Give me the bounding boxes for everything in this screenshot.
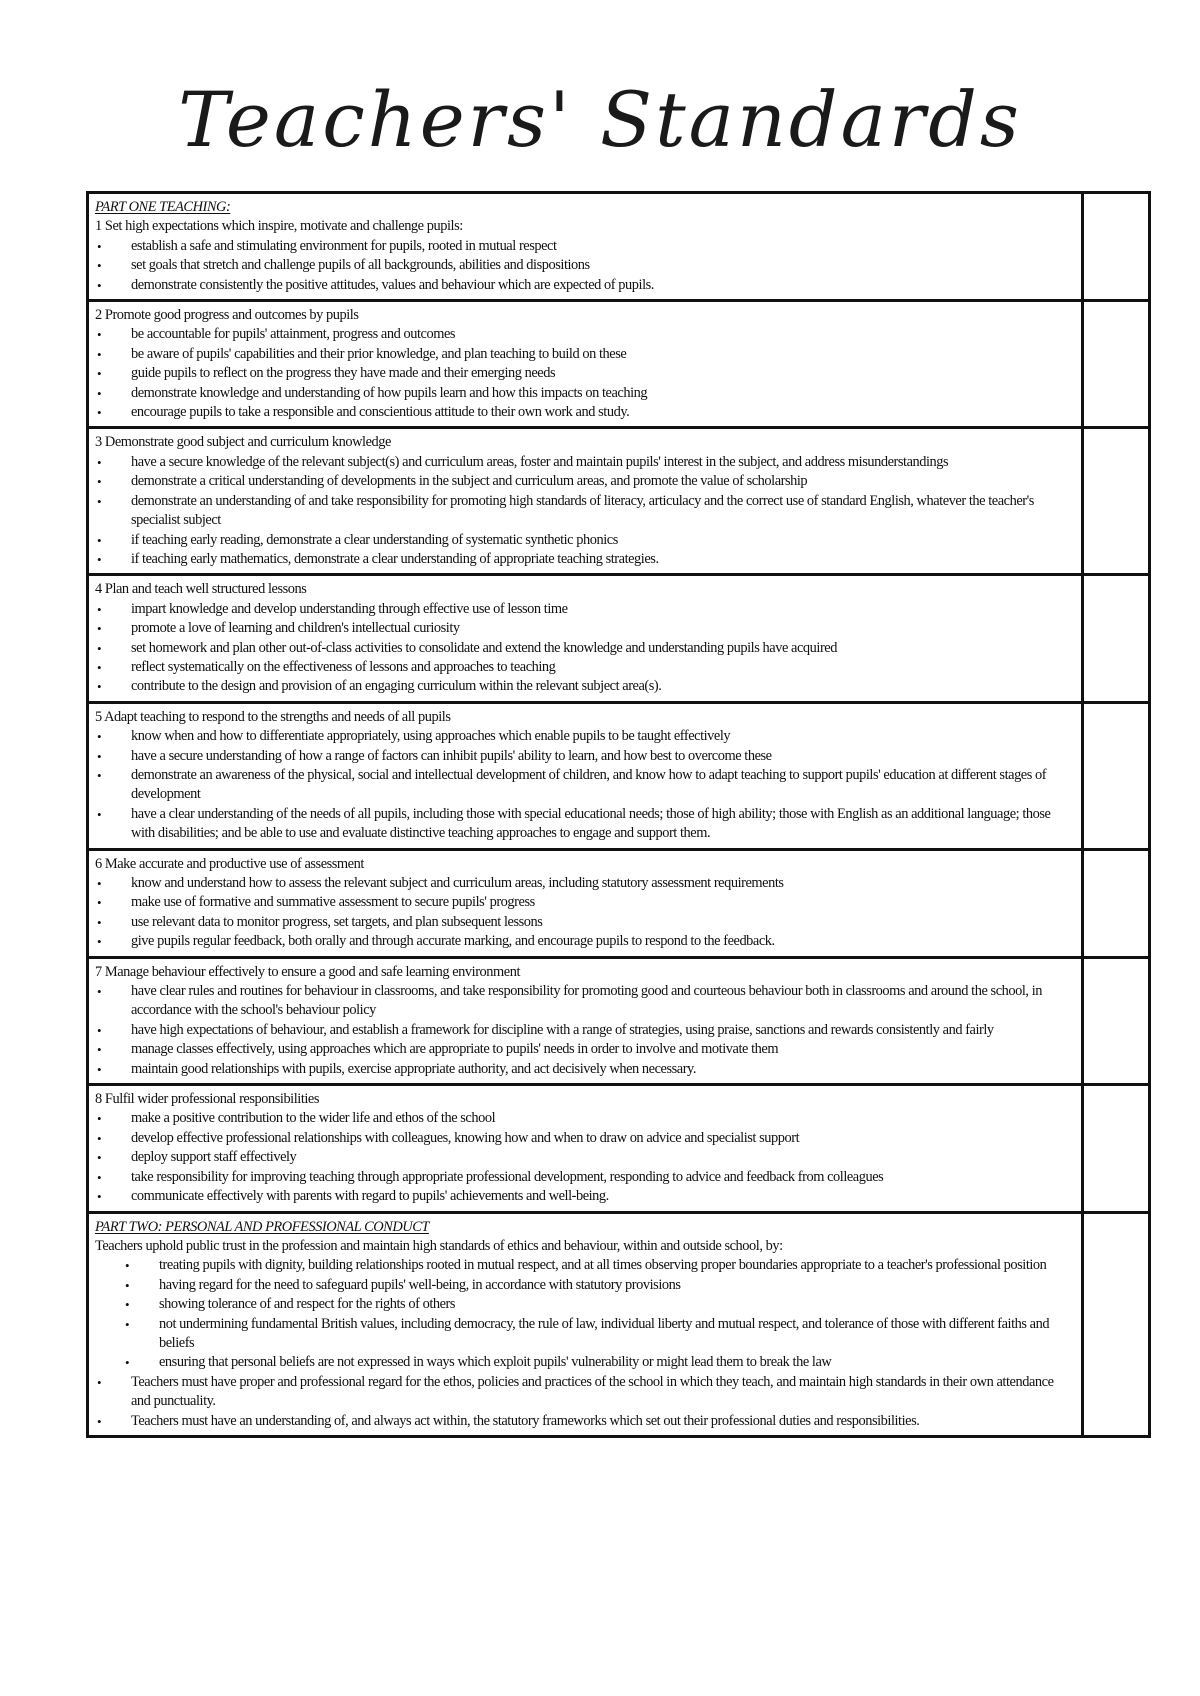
bullet-list [95,727,1075,843]
table-row [88,575,1150,702]
bullet-list [95,453,1075,569]
list-item: • treating pupils with dignity, building relationships rooted in mutual respect, and at all times observing proper boundaries appropriate to a teacher's professional position [95,1256,1075,1275]
list-item: • give pupils regular feedback, both orally and through accurate marking, and encourage pupils to respond to the feedback. [95,932,1075,951]
bullet-list [95,874,1075,952]
section-heading: 7 Manage behaviour effectively to ensure a good and safe learning environment [95,963,521,980]
list-item: • use relevant data to monitor progress, set targets, and plan subsequent lessons [95,913,1075,932]
section-cell [88,428,1083,575]
table-row [88,193,1150,301]
bullet-list [95,325,1075,422]
section-heading: 6 Make accurate and productive use of assessment [95,855,364,872]
part-two-intro: Teachers uphold public trust in the profession and maintain high standards of ethics and behaviour, within and outside school, by: [95,1237,783,1254]
list-item: • promote a love of learning and children's intellectual curiosity [95,619,1075,638]
table-row [88,1085,1150,1212]
list-item: • contribute to the design and provision of an engaging curriculum within the relevant subject area(s). [95,677,1075,696]
list-item: • guide pupils to reflect on the progress they have made and their emerging needs [95,364,1075,383]
table-row [88,428,1150,575]
list-item: • reflect systematically on the effectiveness of lessons and approaches to teaching [95,658,1075,677]
table-row [88,1212,1150,1436]
section-cell [88,301,1083,428]
section-cell [88,957,1083,1084]
standards-table [86,191,1151,1438]
checkbox-cell[interactable] [1083,1212,1150,1436]
list-item: • manage classes effectively, using approaches which are appropriate to pupils' needs in order to involve and motivate them [95,1040,1075,1059]
section-heading: 8 Fulfil wider professional responsibilities [95,1091,320,1108]
section-heading: 3 Demonstrate good subject and curriculum knowledge [95,434,391,451]
section-heading: 4 Plan and teach well structured lessons [95,581,307,598]
section-cell [88,849,1083,957]
checkbox-cell[interactable] [1083,1085,1150,1212]
list-item: • communicate effectively with parents with regard to pupils' achievements and well-being. [95,1187,1075,1206]
bullet-list [95,1256,1075,1372]
page-title: Teachers' Standards [178,75,1022,164]
bullet-list [95,237,1075,295]
list-item: • know and understand how to assess the relevant subject and curriculum areas, including statutory assessment requirements [95,874,1075,893]
checkbox-cell[interactable] [1083,575,1150,702]
list-item: • demonstrate a critical understanding of developments in the subject and curriculum areas, and promote the value of scholarship [95,472,1075,491]
list-item: • if teaching early mathematics, demonstrate a clear understanding of appropriate teaching strategies. [95,550,1075,569]
list-item: • ensuring that personal beliefs are not expressed in ways which exploit pupils' vulnerability or might lead them to break the law [95,1353,1075,1372]
list-item: • encourage pupils to take a responsible and conscientious attitude to their own work and study. [95,403,1075,422]
list-item: • impart knowledge and develop understanding through effective use of lesson time [95,600,1075,619]
section-cell [88,575,1083,702]
list-item: • know when and how to differentiate appropriately, using approaches which enable pupils to be taught effectively [95,727,1075,746]
list-item: • maintain good relationships with pupils, exercise appropriate authority, and act decisively when necessary. [95,1060,1075,1079]
section-heading: 2 Promote good progress and outcomes by pupils [95,307,359,324]
list-item: • Teachers must have proper and professional regard for the ethos, policies and practices of the school in which they teach, and maintain high standards in their own attendance and punctuality. [95,1373,1075,1412]
section-heading: 1 Set high expectations which inspire, motivate and challenge pupils: [95,218,463,235]
list-item: • have a clear understanding of the needs of all pupils, including those with special educational needs; those of high ability; those with English as an additional language; those with disabilities; and be able to use and evaluate distinctive teaching approaches to engage and support them. [95,805,1075,844]
list-item: • Teachers must have an understanding of, and always act within, the statutory frameworks which set out their professional duties and responsibilities. [95,1412,1075,1431]
list-item: • demonstrate an awareness of the physical, social and intellectual development of children, and know how to adapt teaching to support pupils' education at different stages of development [95,766,1075,805]
checkbox-cell[interactable] [1083,849,1150,957]
list-item: • have a secure understanding of how a range of factors can inhibit pupils' ability to learn, and how best to overcome these [95,747,1075,766]
list-item: • set goals that stretch and challenge pupils of all backgrounds, abilities and dispositions [95,256,1075,275]
section-cell [88,702,1083,849]
list-item: • be aware of pupils' capabilities and their prior knowledge, and plan teaching to build on these [95,345,1075,364]
bullet-list [95,1373,1075,1431]
list-item: • demonstrate knowledge and understanding of how pupils learn and how this impacts on teaching [95,384,1075,403]
table-row [88,301,1150,428]
list-item: • not undermining fundamental British values, including democracy, the rule of law, individual liberty and mutual respect, and tolerance of those with different faiths and beliefs [95,1315,1075,1354]
checkbox-cell[interactable] [1083,301,1150,428]
part-one-heading: PART ONE TEACHING: [95,199,231,215]
list-item: • be accountable for pupils' attainment, progress and outcomes [95,325,1075,344]
list-item: • showing tolerance of and respect for the rights of others [95,1295,1075,1314]
list-item: • develop effective professional relationships with colleagues, knowing how and when to draw on advice and specialist support [95,1129,1075,1148]
list-item: • have high expectations of behaviour, and establish a framework for discipline with a range of strategies, using praise, sanctions and rewards consistently and fairly [95,1021,1075,1040]
section-heading: 5 Adapt teaching to respond to the strengths and needs of all pupils [95,708,451,725]
bullet-list [95,982,1075,1079]
checkbox-cell[interactable] [1083,193,1150,301]
section-cell [88,193,1083,301]
list-item: • if teaching early reading, demonstrate a clear understanding of systematic synthetic phonics [95,531,1075,550]
checkbox-cell[interactable] [1083,702,1150,849]
list-item: • demonstrate an understanding of and take responsibility for promoting high standards of literacy, articulacy and the correct use of standard English, whatever the teacher's specialist subject [95,492,1075,531]
part-two-heading: PART TWO: PERSONAL AND PROFESSIONAL CONDUCT [95,1218,429,1235]
checkbox-cell[interactable] [1083,957,1150,1084]
list-item: • make a positive contribution to the wider life and ethos of the school [95,1109,1075,1128]
list-item: • have clear rules and routines for behaviour in classrooms, and take responsibility for promoting good and courteous behaviour both in classrooms and around the school, in accordance with the school's behaviour policy [95,982,1075,1021]
table-row [88,702,1150,849]
list-item: • make use of formative and summative assessment to secure pupils' progress [95,893,1075,912]
list-item: • having regard for the need to safeguard pupils' well-being, in accordance with statutory provisions [95,1276,1075,1295]
list-item: • take responsibility for improving teaching through appropriate professional development, responding to advice and feedback from colleagues [95,1168,1075,1187]
section-cell [88,1085,1083,1212]
checkbox-cell[interactable] [1083,428,1150,575]
table-row [88,849,1150,957]
list-item: • have a secure knowledge of the relevant subject(s) and curriculum areas, foster and maintain pupils' interest in the subject, and address misunderstandings [95,453,1075,472]
list-item: • demonstrate consistently the positive attitudes, values and behaviour which are expected of pupils. [95,276,1075,295]
bullet-list [95,600,1075,697]
bullet-list [95,1109,1075,1206]
list-item: • establish a safe and stimulating environment for pupils, rooted in mutual respect [95,237,1075,256]
section-cell [88,1212,1083,1436]
list-item: • deploy support staff effectively [95,1148,1075,1167]
list-item: • set homework and plan other out-of-class activities to consolidate and extend the knowledge and understanding pupils have acquired [95,639,1075,658]
table-row [88,957,1150,1084]
